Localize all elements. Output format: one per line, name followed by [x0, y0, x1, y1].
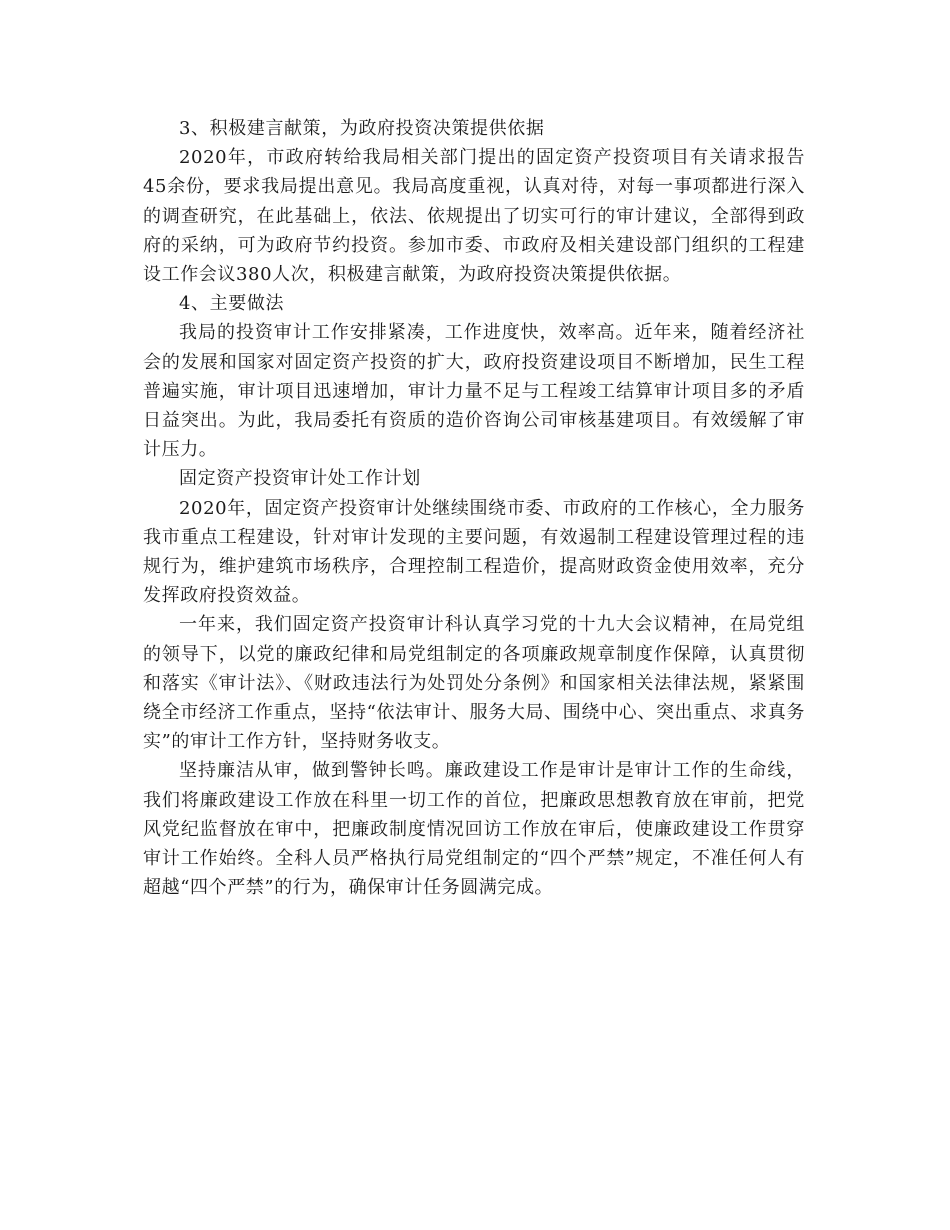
- section-heading-4: 4、主要做法: [179, 293, 285, 315]
- document-page: [143, 114, 805, 902]
- paragraph-year-review: 一年来，我们固定资产投资审计科认真学习党的十九大会议精神，在局党组的领导下，以党的廉政纪律和局党组制定的各项廉政规章制度作保障，认真贯彻和落实《审计法》、《财政违法行为处罚处分条例》和国家相关法律法规，紧紧围绕全市经济工作重点，坚持“依法审计、服务大局、围绕中心、突出重点、求真务实”的审计工作方针，坚持财务收支。: [143, 614, 805, 753]
- section-heading-3: 3、积极建言献策，为政府投资决策提供依据: [179, 118, 545, 139]
- paragraph-integrity: 坚持廉洁从审，做到警钟长鸣。廉政建设工作是审计是审计工作的生命线，我们将廉政建设工作放在科里一切工作的首位，把廉政思想教育放在审前，把党风党纪监督放在审中，把廉政制度情况回访工作放在审后，使廉政建设工作贯穿审计工作始终。全科人员严格执行局党组制定的“四个严禁”规定，不准任何人有超越“四个严禁”的行为，确保审计任务圆满完成。: [143, 760, 805, 899]
- section-title-work-plan: 固定资产投资审计处工作计划: [179, 468, 421, 490]
- paragraph-main-practices: 我局的投资审计工作安排紧凑，工作进度快，效率高。近年来，随着经济社会的发展和国家对固定资产投资的扩大，政府投资建设项目不断增加，民生工程普遍实施，审计项目迅速增加，审计力量不足与工程竣工结算审计项目多的矛盾日益突出。为此，我局委托有资质的造价咨询公司审核基建项目。有效缓解了审计压力。: [143, 322, 805, 461]
- paragraph-2020-reports: 2020年，市政府转给我局相关部门提出的固定资产投资项目有关请求报告45余份，要求我局提出意见。我局高度重视，认真对待，对每一事项都进行深入的调查研究，在此基础上，依法、依规提出了切实可行的审计建议，全部得到政府的采纳，可为政府节约投资。参加市委、市政府及相关建设部门组织的工程建设工作会议380人次，积极建言献策，为政府投资决策提供依据。: [143, 147, 805, 286]
- paragraph-2020-plan: 2020年，固定资产投资审计处继续围绕市委、市政府的工作核心，全力服务我市重点工程建设，针对审计发现的主要问题，有效遏制工程建设管理过程的违规行为，维护建筑市场秩序，合理控制工程造价，提高财政资金使用效率，充分发挥政府投资效益。: [143, 497, 805, 607]
